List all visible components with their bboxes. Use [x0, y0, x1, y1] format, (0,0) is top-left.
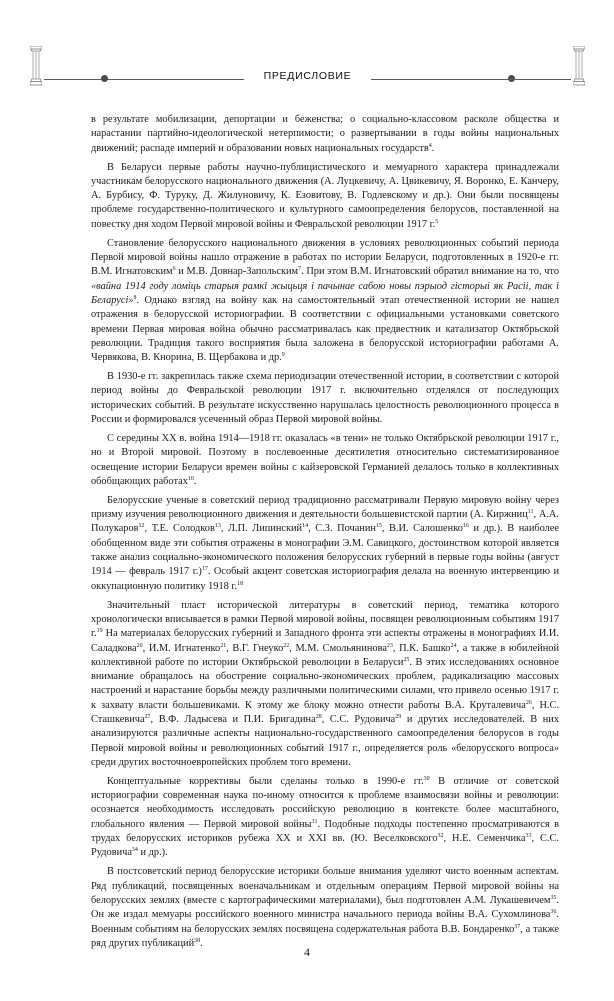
footnote-ref: 35 [550, 894, 557, 901]
footnote-ref: 25 [403, 656, 410, 663]
text-run: , С.С. Рудовича [321, 714, 396, 725]
bullet-left-icon [101, 75, 108, 82]
text-run: . Особый акцент советская историография делала на военную интервенцию и оккупационную политику 1918 г. [91, 566, 559, 592]
paragraph-p3 [91, 370, 559, 427]
text-run: и других исследователей. В них анализируются различные аспекты национально-государственного самоопределения белорусов в годы Первой мировой войны и революционных событий 1917 г., определяется роль «белорусского вопроса» среди других восточноевропейских проблем того времени. [91, 714, 559, 768]
footnote-ref: 8 [133, 294, 137, 301]
text-run: , Т.Е. Солодков [144, 523, 215, 535]
chapter-title: ПРЕДИСЛОВИЕ [263, 70, 352, 82]
page-number: 4 [304, 945, 310, 959]
header-rule-left [44, 79, 244, 80]
text-run: и др.). [137, 847, 168, 859]
footnote-ref: 18 [237, 580, 244, 587]
text-run: , С.З. Почанин [308, 523, 376, 535]
text-run: . Однако взгляд на войну как на самостоятельный этап отечественной истории не нашел отражения в белорусской историографии. В соответствии с официальными установками советского времени Первая мировая война обычно рассматривалась как предвестник и катализатор Октябрьской революции. Традиция такого восприятия была заложена в белорусской историографии работами А. Червякова, В. Кнорина, В. Щербакова и др. [91, 294, 559, 364]
text-run: , а также в юбилейной коллективной работе по истории Октябрьской революции в Беларуси [91, 642, 559, 668]
footnote-ref: 38 [194, 937, 201, 944]
text-run: , А.А. Полукаров [91, 509, 559, 535]
header-rule-row [30, 67, 585, 91]
text-run: и др.). В наиболее обобщенном виде эти события отражены в монографии Э.М. Савицкого, достоинством которой является также анализ социально-экономического положения белорусских губерний в первые годы войны (август 1914 — февраль 1917 г.) [91, 523, 559, 578]
footnote-ref: 22 [283, 642, 290, 649]
footnote-ref: 15 [375, 523, 382, 530]
paragraph-p4 [91, 432, 559, 489]
text-run: . Он же издал мемуары российского военного министра начального периода войны В.А. Сухомлинова [91, 894, 559, 921]
text-run: В постсоветский период белорусские историки больше внимания уделяют чисто военным аспектам. Ряд публикаций, посвященных военачальникам и отдельным операциям Первой мировой войны на белорусских землях (вместе с картографическими материалами), был подготовлен А.М. Лукашевичем [91, 866, 559, 906]
footnote-ref: 23 [386, 642, 393, 649]
text-run: , а также ряд других публикаций [91, 923, 559, 949]
paragraph-p1 [91, 161, 559, 232]
text-run: . При этом В.М. Игнатовский обратил внимание на то, что [301, 266, 559, 278]
footnote-ref: 13 [214, 523, 221, 530]
footnote-ref: 24 [450, 642, 457, 649]
footnote-ref: 27 [144, 714, 151, 720]
footnote-ref: 11 [527, 509, 534, 516]
text-run: , М.М. Смольянинова [289, 642, 387, 654]
paragraph-p6 [91, 599, 559, 771]
text-run: . Подобные подходы постепенно просматриваются в трудах белорусских историков рубежа XX и XXI вв. (Ю. Веселковского [91, 818, 559, 845]
text-run: , В.И. Салошенко [381, 523, 463, 535]
text-run: , В.Г. Гнеуко [226, 642, 284, 654]
text-run: , Н.С. Сташкевича [91, 699, 559, 725]
text-run: в результате мобилизации, депортации и беженства; о социально-классовом расколе общества и нарастании партийно-идеологической нетерпимости; о развертывании в годы войны национальных движений; распаде империй и образовании новых национальных государств [91, 114, 559, 154]
footnote-ref: 7 [298, 266, 302, 273]
footnote-ref: 5 [435, 218, 439, 225]
running-header [30, 46, 585, 102]
footnote-ref: 4 [428, 142, 432, 149]
text-run: Значительный пласт исторической литературы в советский период, тематика которого хронологически вписывается в рамки Первой мировой войны, посвящен революционным событиям 1917 г. [91, 599, 559, 640]
footnote-ref: 26 [525, 699, 532, 706]
text-run: На материалах белорусских губерний и Западного фронта эти аспекты отражены в монографиях И.И. Саладкова [91, 628, 559, 654]
text-run: , И.М. Игнатенко [142, 642, 221, 654]
paragraph-p7 [91, 775, 559, 861]
footnote-ref: 30 [423, 775, 430, 782]
body-text [91, 113, 559, 951]
text-run: , П.К. Башко [392, 642, 451, 654]
footnote-ref: 31 [311, 818, 318, 825]
footnote-ref: 32 [437, 833, 444, 840]
footnote-ref: 12 [138, 523, 145, 530]
footnote-ref: 36 [550, 909, 557, 916]
footnote-ref: 34 [131, 847, 138, 854]
text-run: Становление белорусского национального движения в условиях революционных событий периода Первой мировой войны нашло отражение в работах по истории Беларуси, подготовленных в 1920-е гг. В.М. Игнатовским [91, 237, 559, 278]
footnote-ref: 28 [315, 714, 322, 720]
text-run: . [431, 142, 435, 154]
paragraph-p5 [91, 494, 559, 594]
text-run: . Военным событиям на белорусских землях посвящена содержательная работа В.В. Бондаренко [91, 909, 559, 935]
paragraph-p2 [91, 237, 559, 366]
footnote-ref: 33 [525, 833, 532, 840]
header-rule-right [371, 79, 571, 80]
text-run: Белорусские ученые в советский период традиционно рассматривали Первую мировую войну через призму изучения революционного движения и деятельности большевистской партии (А. Киржниц [91, 494, 559, 521]
paragraph-p8 [91, 865, 559, 951]
text-run: . [200, 937, 203, 949]
text-run: В 1930-е гг. закрепилась также схема периодизации отечественной истории, в соответствии с которой период войны до Февральской революции 1917 г. включительно отделялся от последующих исторических событий. В результате искусственно нарушалась целостность революционного процесса в России и формировался усеченный образ Первой мировой войны. [91, 371, 559, 425]
footnote-ref: 9 [281, 352, 285, 359]
text-run: и М.В. Довнар-Запольским [175, 266, 299, 278]
text-run: . [193, 475, 197, 487]
quote-italic: «вайна 1914 году ломіць старыя рамкі жыцьця і пачынае сабою новы пэрыод гісторыі як Расіі, так і Беларусі» [91, 280, 559, 306]
footnote-ref: 16 [462, 523, 469, 530]
text-run: , С.С. Рудовича [91, 833, 559, 859]
column-ornament-right-icon [573, 46, 585, 86]
footnote-ref: 29 [395, 714, 402, 720]
footnote-ref: 14 [302, 523, 309, 530]
footnote-ref: 10 [187, 475, 194, 482]
text-run: , Л.П. Липинский [220, 523, 303, 535]
footnote-ref: 37 [514, 923, 521, 930]
text-run: В Беларуси первые работы научно-публицистического и мемуарного характера принадлежали участникам белорусского национального движения (А. Луцкевичу, А. Цвикевичу, Я. Воронко, Е. Канчеру, А. Бурбису, Ф. Туруку, Д. Жилуновичу, К. Езовитову, В. Годлевскому и др.). Они были посвящены проблеме государственно-политического и культурного самоопределения белорусов, поставленной на повестку дня ходом Первой мировой войны и Февральской революции 1917 г. [91, 161, 559, 230]
footnote-ref: 6 [172, 266, 176, 273]
footnote-ref: 21 [220, 642, 227, 649]
text-run: С середины XX в. война 1914—1918 гг. оказалась «в тени» не только Октябрьской революции 1917 г., но и Второй мировой. Поэтому в послевоенные десятилетия относительно систематизированное освещение истории Беларуси времен войны с кайзеровской Германией делалось только в коллективных обобщающих работах [91, 432, 559, 487]
paragraph-p0 [91, 113, 559, 156]
text-run: , Н.Е. Семенчика [443, 833, 526, 845]
text-run: . В этих исследованиях основное внимание обращалось на обострение социально-экономических проблем, радикализацию массовых настроений и нарастание борьбы между различными политическими силами, что привело осенью 1917 г. к захвату власти большевиками. К этому же блоку можно отнести работы В.А. Круталевича [91, 656, 559, 711]
text-run: , В.Ф. Ладысева и П.И. Бригадина [150, 714, 316, 725]
footnote-ref: 19 [96, 628, 103, 635]
footnote-ref: 17 [201, 566, 208, 573]
text-run: Концептуальные коррективы были сделаны только в 1990-е гг. [107, 775, 424, 787]
footnote-ref: 20 [136, 642, 143, 649]
text-run: В отличие от советской историографии современная наука по-иному относится к проблеме взаимосвязи войны и революции: осознается необходимость исследовать российскую революцию в контексте более масштабного, глобального явления — Первой мировой войны [91, 775, 559, 830]
